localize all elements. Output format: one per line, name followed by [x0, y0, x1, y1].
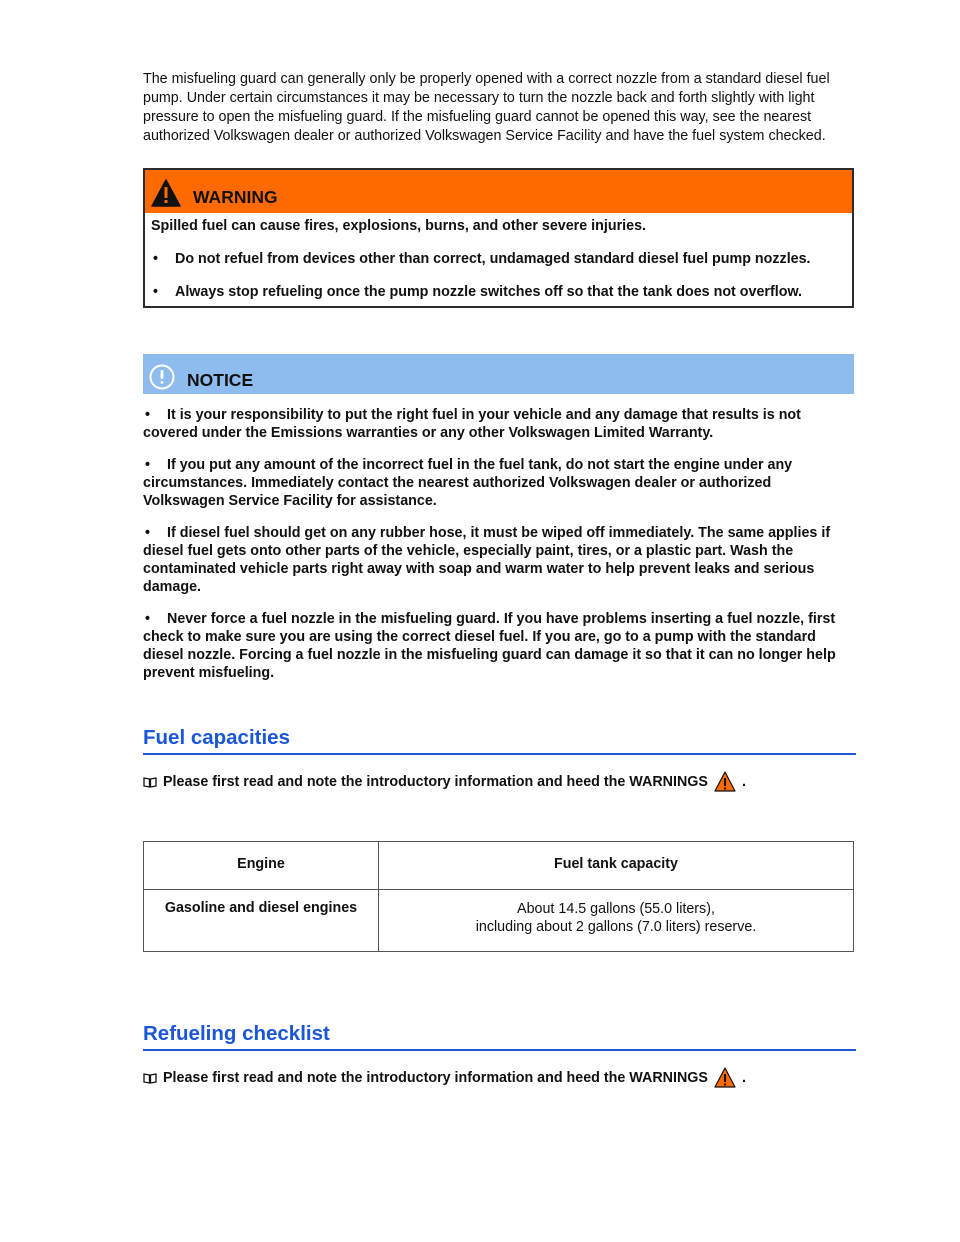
bullet-icon: • — [145, 457, 151, 473]
fuel-capacity-table — [143, 841, 854, 952]
table-header-row — [144, 842, 854, 890]
warning-box — [143, 168, 854, 308]
notice-item: • Never force a fuel nozzle in the misfueling guard. If you have problems inserting a fuel nozzle, first check to make sure you are using the correct diesel fuel. If you are, go to a pump with the standard diesel nozzle. Forcing a fuel nozzle in the misfueling guard can damage it so that it can no longer help prevent misfueling. — [143, 611, 836, 681]
bullet-icon: • — [145, 611, 151, 627]
bullet-icon: • — [153, 284, 159, 300]
notice-item: • If diesel fuel should get on any rubber hose, it must be wiped off immediately. The same applies if diesel fuel gets onto other parts of the vehicle, especially paint, tires, or a plastic part. Wash the contaminated vehicle parts right away with soap and warm water to help prevent leaks and serious damage. — [143, 525, 831, 595]
warning-triangle-icon — [714, 771, 736, 793]
table-header-cell: Fuel tank capacity — [379, 842, 854, 890]
warning-item: • Do not refuel from devices other than correct, undamaged standard diesel fuel pump nozzles. — [153, 251, 811, 267]
notice-exclamation-icon — [149, 364, 175, 390]
table-cell-capacity: About 14.5 gallons (55.0 liters), including about 2 gallons (7.0 liters) reserve. — [379, 890, 854, 952]
bullet-icon: • — [153, 251, 159, 267]
notice-title: NOTICE — [187, 370, 254, 390]
bullet-icon: • — [145, 525, 151, 541]
book-icon — [143, 1072, 157, 1084]
table-header-cell: Engine — [144, 842, 379, 890]
notice-header — [143, 354, 854, 394]
notice-item: • If you put any amount of the incorrect fuel in the fuel tank, do not start the engine under any circumstances. Immediately contact the nearest authorized Volkswagen dealer or authorized Volkswagen Service Facility for assistance. — [143, 457, 793, 509]
warning-title: WARNING — [193, 187, 278, 207]
warning-lead: Spilled fuel can cause fires, explosions, burns, and other severe injuries. — [151, 218, 646, 234]
section-title-fuel-capacities: Fuel capacities — [143, 726, 856, 755]
read-note: Please first read and note the introductory information and heed the WARNINGS . — [143, 771, 854, 793]
table-row — [144, 890, 854, 952]
intro-paragraph: The misfueling guard can generally only be properly opened with a correct nozzle from a standard diesel fuel pump. Under certain circumstances it may be necessary to turn the nozzle back and forth slightly with light pressure to open the misfueling guard. If the misfueling guard cannot be opened this way, see the nearest authorized Volkswagen dealer or authorized Volkswagen Service Facility and have the fuel system checked. — [143, 71, 830, 144]
table-cell-engine: Gasoline and diesel engines — [144, 890, 379, 952]
warning-header — [145, 170, 852, 213]
warning-triangle-icon — [714, 1067, 736, 1089]
section-title-refueling-checklist: Refueling checklist — [143, 1022, 856, 1051]
notice-item: • It is your responsibility to put the right fuel in your vehicle and any damage that results is not covered under the Emissions warranties or any other Volkswagen Limited Warranty. — [143, 407, 801, 441]
manual-page — [143, 70, 854, 1089]
warning-body — [145, 213, 852, 306]
warning-triangle-icon — [151, 179, 181, 207]
notice-body — [143, 394, 854, 682]
book-icon — [143, 776, 157, 788]
warning-item: • Always stop refueling once the pump nozzle switches off so that the tank does not overflow. — [153, 284, 803, 300]
bullet-icon: • — [145, 407, 151, 423]
read-note: Please first read and note the introductory information and heed the WARNINGS . — [143, 1067, 854, 1089]
